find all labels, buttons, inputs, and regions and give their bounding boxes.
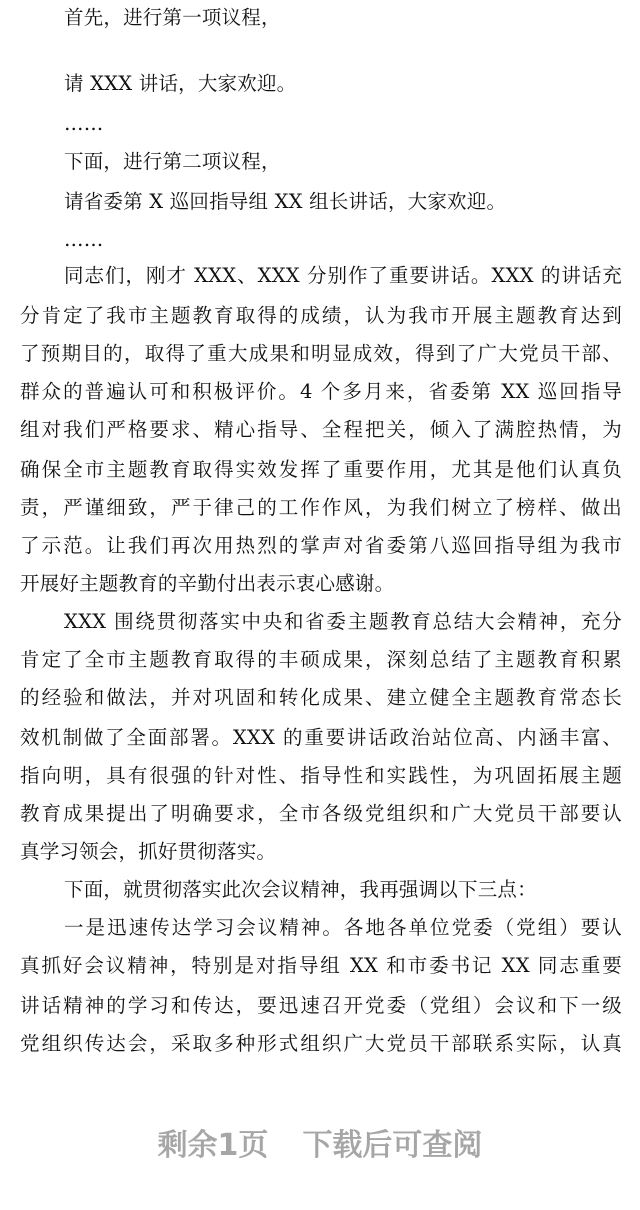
- text-line: 分肯定了我市主题教育取得的成绩，认为我市开展主题教育达到: [20, 304, 622, 327]
- text-line: 请 XXX 讲话，大家欢迎。: [64, 72, 297, 95]
- text-line: 指向明，具有很强的针对性、指导性和实践性，为巩固拓展主题: [20, 764, 622, 787]
- text-line: 同志们，刚才 XXX、XXX 分别作了重要讲话。XXX 的讲话充: [64, 264, 622, 287]
- text-line: 群众的普遍认可和积极评价。4 个多月来，省委第 XX 巡回指导: [20, 380, 622, 403]
- text-line: 讲话精神的学习和传达，要迅速召开党委（党组）会议和下一级: [20, 994, 622, 1017]
- text-line: 下面，就贯彻落实此次会议精神，我再强调以下三点：: [64, 878, 537, 901]
- text-line: 真抓好会议精神，特别是对指导组 XX 和市委书记 XX 同志重要: [20, 954, 622, 977]
- text-line: 的经验和做法，并对巩固和转化成果、建立健全主题教育常态长: [20, 686, 622, 709]
- text-line: 组对我们严格要求、精心指导、全程把关，倾入了满腔热情，为: [20, 418, 622, 441]
- text-line: 肯定了全市主题教育取得的丰硕成果，深刻总结了主题教育积累: [20, 648, 622, 671]
- text-line: XXX 围绕贯彻落实中央和省委主题教育总结大会精神，充分: [64, 610, 622, 633]
- text-line: 一是迅速传达学习会议精神。各地各单位党委（党组）要认: [64, 916, 622, 939]
- text-line: 党组织传达会，采取多种形式组织广大党员干部联系实际，认真: [20, 1032, 622, 1055]
- text-line: 下面，进行第二项议程，: [64, 150, 281, 173]
- remaining-pages-notice[interactable]: [0, 1126, 640, 1166]
- text-line: ……: [64, 112, 104, 135]
- text-line: 责，严谨细致，严于律己的工作作风，为我们树立了榜样、做出: [20, 496, 622, 519]
- text-line: 真学习领会，抓好贯彻落实。: [20, 840, 277, 863]
- remaining-pages-label: 剩余1页: [157, 1128, 269, 1163]
- text-line: 确保全市主题教育取得实效发挥了重要作用，尤其是他们认真负: [20, 458, 622, 481]
- text-line: 教育成果提出了明确要求，全市各级党组织和广大党员干部要认: [20, 802, 622, 825]
- download-to-view-label: 下载后可查阅: [302, 1128, 483, 1163]
- text-line: ……: [64, 228, 104, 251]
- text-line: 请省委第 X 巡回指导组 XX 组长讲话，大家欢迎。: [64, 190, 507, 213]
- text-line: 开展好主题教育的辛勤付出表示衷心感谢。: [20, 572, 395, 595]
- text-line: 首先，进行第一项议程，: [64, 6, 281, 29]
- text-line: 了预期目的，取得了重大成果和明显成效，得到了广大党员干部、: [20, 342, 622, 365]
- text-line: 了示范。让我们再次用热烈的掌声对省委第八巡回指导组为我市: [20, 534, 622, 557]
- text-line: 效机制做了全面部署。XXX 的重要讲话政治站位高、内涵丰富、: [20, 726, 622, 749]
